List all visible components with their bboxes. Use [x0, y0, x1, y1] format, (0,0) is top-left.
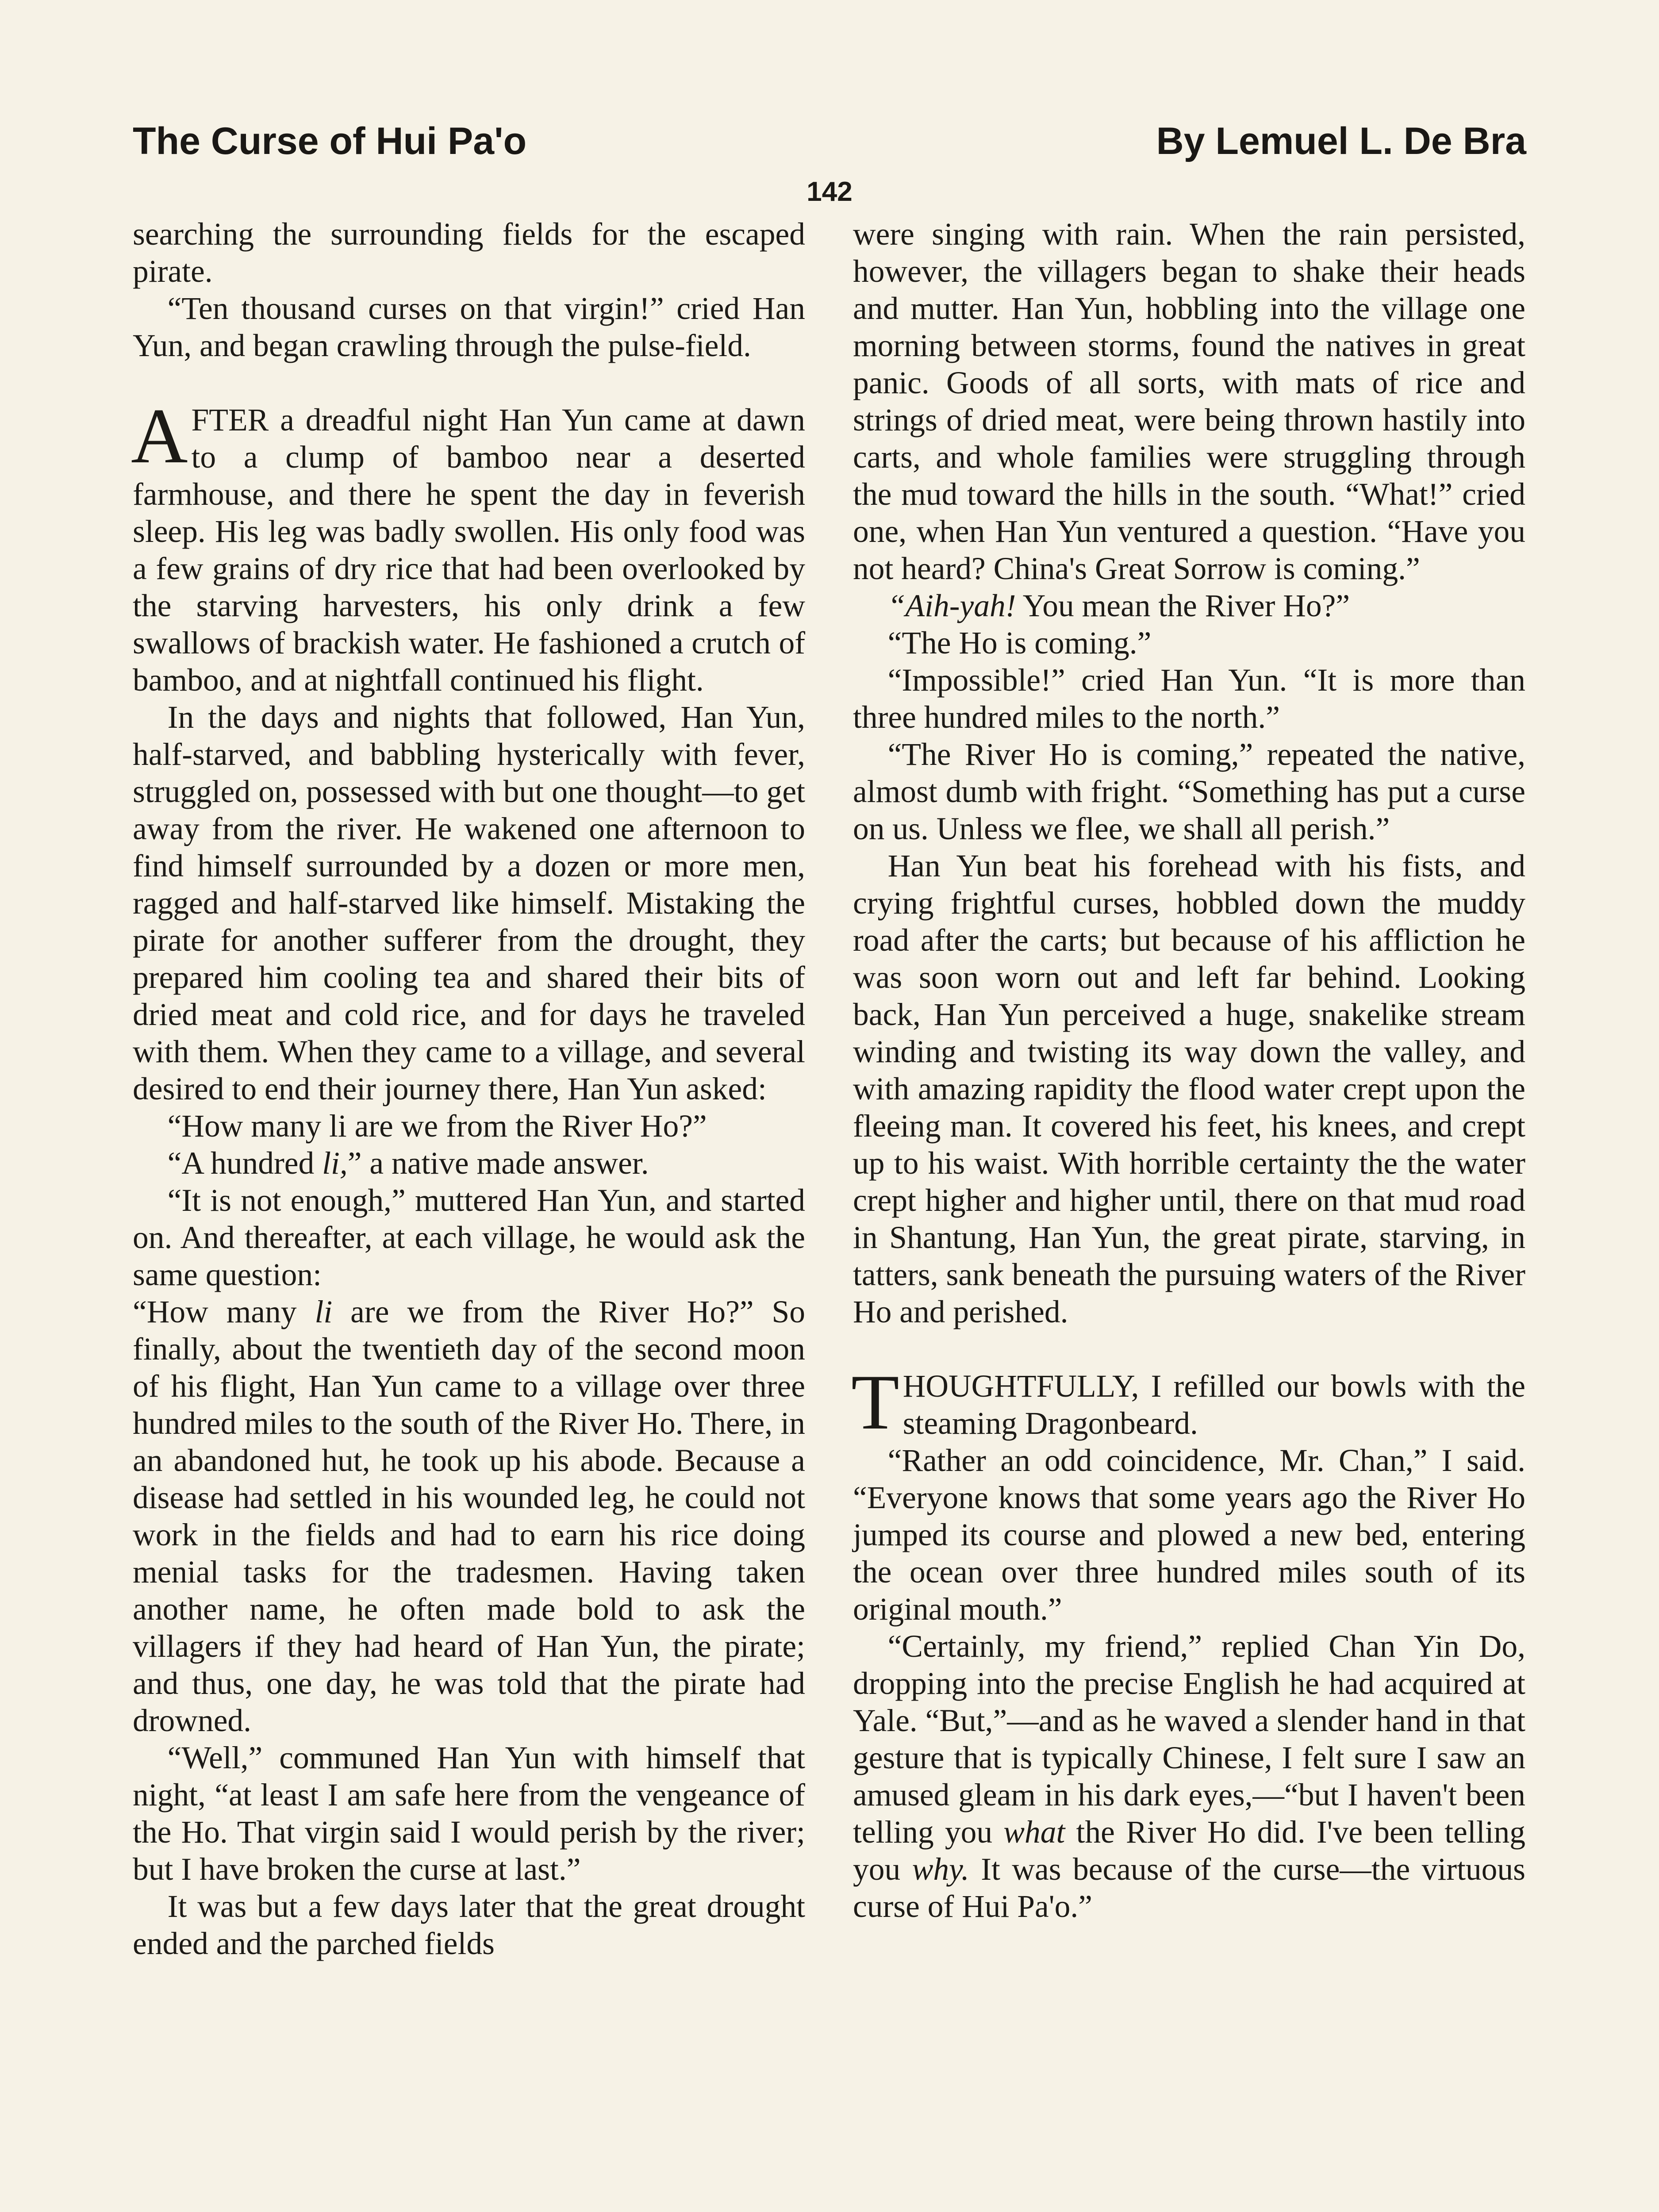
drop-cap: A — [131, 392, 188, 480]
emphasis: li, — [322, 1146, 348, 1181]
paragraph: In the days and nights that followed, Han Yun, half-starved, and babbling hysterically with fever, struggled on, possessed with but one thought—to get away from the river. He wakened one afternoon to find himself surrounded by a dozen or more men, ragged and half-starved like himself. Mistaking the pirate for another sufferer from the drought, they prepared him cooling tea and shared their bits of dried meat and cold rice, and for days he traveled with them. When they came to a village, and several desired to end their journey there, Han Yun asked: — [133, 700, 805, 1106]
paragraph: “How many li are we from the River Ho?” So finally, about the twentieth day of the second moon of his flight, Han Yun came to a village over three hundred miles to the south of the River Ho. There, in an abandoned hut, he took up his abode. Because a disease had settled in his wounded leg, he could not work in the fields and had to earn his rice doing menial tasks for the tradesmen. Having taken another name, he often made bold to ask the villagers if they had heard of Han Yun, the pirate; and thus, one day, he was told that the pirate had drowned. — [133, 1294, 805, 1738]
section-opening-paragraph — [851, 1358, 1525, 1446]
emphasis: “Aih-yah! — [887, 588, 1016, 623]
paragraph: searching the surrounding fields for the escaped pirate. — [133, 217, 805, 289]
emphasis: what — [1003, 1815, 1065, 1850]
paragraph: “Rather an odd coincidence, Mr. Chan,” I said. “Everyone knows that some years ago the River Ho jumped its course and plowed a new bed, entering the ocean over three hundred miles south of its original mouth.” — [853, 1443, 1525, 1627]
paragraph: “Ten thousand curses on that virgin!” cried Han Yun, and began crawling through the pulse-field. — [133, 291, 805, 363]
page-header — [133, 119, 1526, 173]
paragraph: “It is not enough,” muttered Han Yun, and started on. And thereafter, at each village, he would ask the same question: — [133, 1183, 805, 1292]
paragraph: It was but a few days later that the great drought ended and the parched fields — [133, 1889, 805, 1961]
paragraph-text: HOUGHTFULLY, I refilled our bowls with the steaming Dragonbeard. — [902, 1369, 1525, 1441]
paragraph: “The Ho is coming.” — [887, 626, 1152, 661]
left-column — [133, 216, 805, 1962]
paragraph: “The River Ho is coming,” repeated the native, almost dumb with fright. “Something has put a curse on us. Unless we flee, we shall all perish.” — [853, 737, 1525, 846]
emphasis: li — [315, 1294, 333, 1329]
emphasis: why. — [912, 1852, 969, 1887]
author-byline: By Lemuel L. De Bra — [1156, 120, 1526, 162]
paragraph-text: FTER a dreadful night Han Yun came at dawn to a clump of bamboo near a deserted farmhouse, and there he spent the day in feverish sleep. His leg was badly swollen. His only food was a few grains of dry rice that had been overlooked by the starving harvesters, his only drink a few swallows of brackish water. He fashioned a crutch of bamboo, and at nightfall continued his flight. — [133, 403, 805, 698]
section-opening-paragraph — [131, 392, 805, 699]
paragraph: “Aih-yah! You mean the River Ho?” — [887, 588, 1350, 623]
page-number: 142 — [806, 177, 853, 207]
paragraph: “Well,” communed Han Yun with himself that night, “at least I am safe here from the vengeance of the Ho. That virgin said I would perish by the river; but I have broken the curse at last.” — [133, 1740, 805, 1887]
paragraph: “Impossible!” cried Han Yun. “It is more than three hundred miles to the north.” — [853, 663, 1525, 735]
paragraph: “Certainly, my friend,” replied Chan Yin Do, dropping into the precise English he had acquired at Yale. “But,”—and as he waved a slender hand in that gesture that is typically Chinese, I felt sure I saw an amused gleam in his dark eyes,—“but I haven't been telling you what the River Ho did. I've been telling you why. It was because of the curse—the virtuous curse of Hui Pa'o.” — [853, 1629, 1526, 1924]
paragraph: “A hundred li,” a native made answer. — [167, 1146, 649, 1181]
story-title: The Curse of Hui Pa'o — [133, 120, 527, 162]
paragraph: were singing with rain. When the rain persisted, however, the villagers began to shake their heads and mutter. Han Yun, hobbling into the village one morning between storms, found the natives in great panic. Goods of all sorts, with mats of rice and strings of dried meat, were being thrown hastily into carts, and whole families were struggling through the mud toward the hills in the south. “What!” cried one, when Han Yun ventured a question. “Have you not heard? China's Great Sorrow is coming.” — [853, 217, 1525, 586]
right-column — [853, 216, 1525, 1925]
paragraph: “How many li are we from the River Ho?” — [167, 1109, 707, 1144]
drop-cap: T — [851, 1358, 899, 1446]
paragraph: Han Yun beat his forehead with his fists, and crying frightful curses, hobbled down the muddy road after the carts; but because of his affliction he was soon worn out and left far behind. Looking back, Han Yun perceived a huge, snakelike stream winding and twisting its way down the valley, and with amazing rapidity the flood water crept upon the fleeing man. It covered his feet, his knees, and crept up to his waist. With horrible certainty the the water crept higher and higher until, there on that mud road in Shantung, Han Yun, the great pirate, starving, in tatters, sank beneath the pursuing waters of the River Ho and perished. — [853, 849, 1525, 1329]
